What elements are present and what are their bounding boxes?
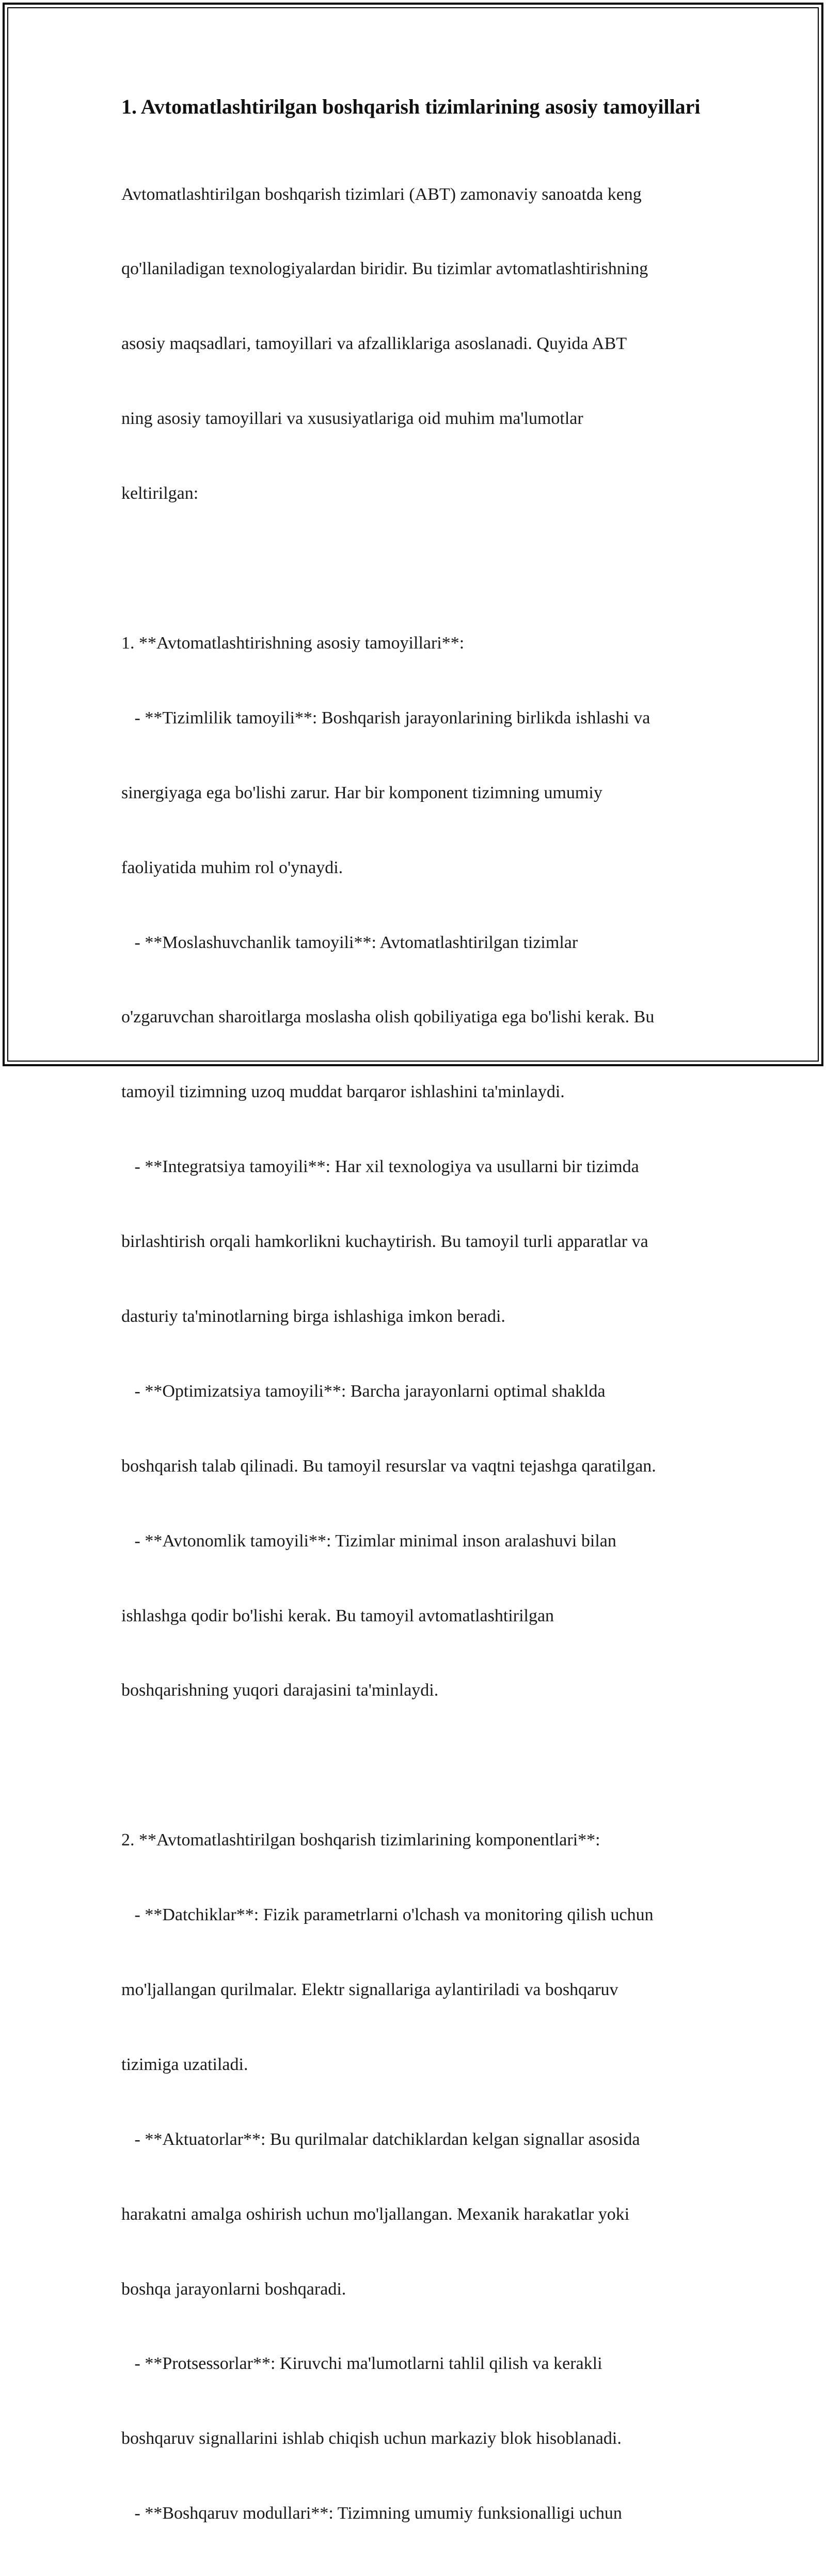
- text-line: sinergiyaga ega bo'lishi zarur. Har bir komponent tizimning umumiy: [121, 783, 602, 802]
- document-body: [121, 132, 705, 2576]
- text-line: boshqa jarayonlarni boshqaradi.: [121, 2279, 346, 2299]
- text-line: dasturiy ta'minotlarning birga ishlashiga imkon beradi.: [121, 1306, 505, 1326]
- text-line: faoliyatida muhim rol o'ynaydi.: [121, 858, 343, 877]
- text-line: ning asosiy tamoyillari va xususiyatlariga oid muhim ma'lumotlar: [121, 409, 583, 429]
- text-line: birlashtirish orqali hamkorlikni kuchaytirish. Bu tamoyil turli apparatlar va: [121, 1232, 648, 1252]
- text-line: keltirilgan:: [121, 484, 199, 503]
- text-line: harakatni amalga oshirish uchun mo'ljallangan. Mexanik harakatlar yoki: [121, 2204, 630, 2224]
- section-title-line: 2. **Avtomatlashtirilgan boshqarish tizimlarining komponentlari**:: [121, 1830, 600, 1850]
- document-heading: 1. Avtomatlashtirilgan boshqarish tizimlarining asosiy tamoyillari: [121, 95, 701, 118]
- text-line: mo'ljallangan qurilmalar. Elektr signallariga aylantiriladi va boshqaruv: [121, 1980, 618, 1999]
- list-item-line: - **Aktuatorlar**: Bu qurilmalar datchiklardan kelgan signallar asosida: [121, 2129, 640, 2149]
- text-line: Avtomatlashtirilgan boshqarish tizimlari (ABT) zamonaviy sanoatda keng: [121, 184, 642, 204]
- list-item-line: - **Optimizatsiya tamoyili**: Barcha jarayonlarni optimal shaklda: [121, 1381, 606, 1401]
- text-line: tamoyil tizimning uzoq muddat barqaror ishlashini ta'minlaydi.: [121, 1082, 565, 1102]
- list-item-line: - **Integratsiya tamoyili**: Har xil texnologiya va usullarni bir tizimda: [121, 1157, 639, 1177]
- blank-line: [121, 556, 705, 581]
- blank-line: [121, 1753, 705, 1778]
- list-item-line: - **Protsessorlar**: Kiruvchi ma'lumotlarni tahlil qilish va kerakli: [121, 2354, 602, 2374]
- text-line: qo'llaniladigan texnologiyalardan biridir. Bu tizimlar avtomatlashtirishning: [121, 259, 648, 279]
- text-line: boshqaruv signallarini ishlab chiqish uchun markaziy blok hisoblanadi.: [121, 2429, 622, 2448]
- document-content: [121, 93, 705, 2576]
- text-line: ishlashga qodir bo'lishi kerak. Bu tamoyil avtomatlashtirilgan: [121, 1606, 554, 1625]
- text-line: asosiy maqsadlari, tamoyillari va afzalliklariga asoslanadi. Quyida ABT: [121, 334, 627, 354]
- list-item-line: - **Moslashuvchanlik tamoyili**: Avtomatlashtirilgan tizimlar: [121, 933, 578, 952]
- text-line: boshqarishning yuqori darajasini ta'minlaydi.: [121, 1681, 439, 1700]
- text-line: boshqarish talab qilinadi. Bu tamoyil resurslar va vaqtni tejashga qaratilgan.: [121, 1456, 656, 1476]
- list-item-line: - **Avtonomlik tamoyili**: Tizimlar minimal inson aralashuvi bilan: [121, 1531, 616, 1551]
- list-item-line: - **Datchiklar**: Fizik parametrlarni o'lchash va monitoring qilish uchun: [121, 1905, 654, 1925]
- list-item-line: - **Tizimlilik tamoyili**: Boshqarish jarayonlarining birlikda ishlashi va: [121, 708, 650, 728]
- text-line: o'zgaruvchan sharoitlarga moslasha olish qobiliyatiga ega bo'lishi kerak. Bu: [121, 1007, 655, 1027]
- text-line: tizimiga uzatiladi.: [121, 2055, 248, 2074]
- section-title-line: 1. **Avtomatlashtirishning asosiy tamoyillari**:: [121, 633, 465, 653]
- list-item-line: - **Boshqaruv modullari**: Tizimning umumiy funksionalligi uchun: [121, 2504, 622, 2523]
